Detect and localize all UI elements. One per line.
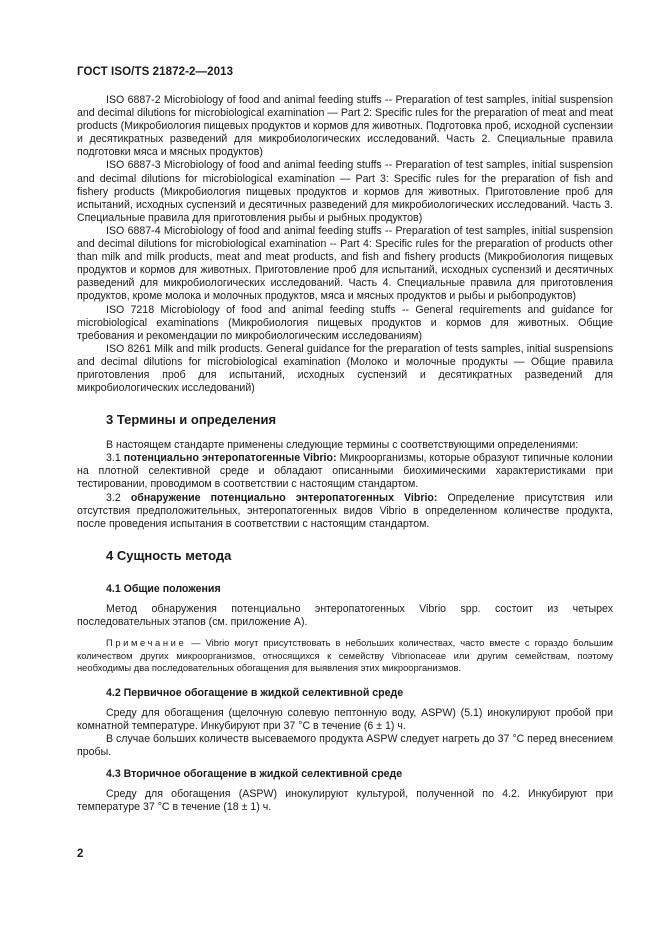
note-text: — Vibrio могут присутствовать в небольших количествах, часто вместе с гораздо большим количеством других микроорганизмов, относящихся к семейству Vibrionaceae или другим семействам, поэтому необходимы два последовательных обогащения для выявления этих микроорганизмов.	[77, 637, 613, 673]
term-3-2	[77, 492, 613, 531]
section-3-heading: 3 Термины и определения	[106, 412, 277, 428]
section-3-intro: В настоящем стандарте применены следующие термины с соответствующими определениями:	[106, 439, 579, 452]
document-header: ГОСТ ISO/TS 21872-2—2013	[77, 66, 234, 78]
term-3-2-number: 3.2	[106, 491, 121, 504]
term-3-1-name: потенциально энтеропатогенные Vibrio:	[123, 452, 337, 465]
reference-iso-6887-3: ISO 6887-3 Microbiology of food and animal feeding stuffs -- Preparation of test samples, initial suspension and decimal dilutions for microbiological examination — Part 3: Specific rules for the preparation of fish and fishery products (Микробиология пищевых продуктов и кормов для животных. Приготовление проб для испытаний, исходных суспензий и десятичных разведений для микробиологических исследований. Часть 3. Специальные правила для приготовления рыбы и рыбных продуктов)	[77, 159, 613, 224]
term-3-1-number: 3.1	[106, 452, 121, 465]
subsection-4-1-heading: 4.1 Общие положения	[106, 582, 221, 595]
note-4-1	[77, 637, 613, 675]
subsection-4-3-text: Среду для обогащения (ASPW) инокулируют культурой, полученной по 4.2. Инкубируют при температуре 37 °С в течение (18 ± 1) ч.	[77, 787, 613, 813]
subsection-4-1-text: Метод обнаружения потенциально энтеропатогенных Vibrio spp. состоит из четырех последовательных этапов (см. приложение А).	[77, 602, 613, 628]
note-label: Примечание	[106, 637, 187, 648]
subsection-4-2-heading: 4.2 Первичное обогащение в жидкой селективной среде	[106, 686, 404, 699]
term-3-2-name: обнаружение потенциально энтеропатогенных Vibrio:	[130, 491, 438, 504]
term-3-1	[77, 452, 613, 491]
subsection-4-2-text-1: Среду для обогащения (щелочную солевую пептонную воду, ASPW) (5.1) инокулируют пробой при комнатной температуре. Инкубируют при 37 °С в течение (6 ± 1) ч.	[77, 706, 613, 732]
term-3-2-definition: Определение присутствия или отсутствия предположительных, энтеропатогенных видов Vibrio в определенном количестве продукта, после проведения испытания в соответствии с настоящим стандартом.	[77, 491, 613, 530]
reference-iso-6887-2: ISO 6887-2 Microbiology of food and animal feeding stuffs -- Preparation of test samples, initial suspension and decimal dilutions for microbiological examination — Part 2: Specific rules for the preparation of meat and meat products (Микробиология пищевых продуктов и кормов для животных. Подготовка проб, исходной суспензии и десятикратных разведений для микробиологических исследований. Часть 2. Специальные правила подготовки мяса и мясных продуктов)	[77, 94, 613, 159]
subsection-4-3-heading: 4.3 Вторичное обогащение в жидкой селективной среде	[106, 767, 403, 780]
page-number: 2	[77, 848, 84, 860]
term-3-1-definition: Микроорганизмы, которые образуют типичные колонии на плотной селективной среде и обладают описанными биохимическими характеристиками при тестировании, проводимом в соответствии с настоящим стандартом.	[77, 452, 613, 491]
reference-iso-8261: ISO 8261 Milk and milk products. General guidance for the preparation of tests samples, initial suspensions and decimal dilutions for microbiological examination (Молоко и молочные продукты — Общие правила приготовления проб для испытаний, исходных суспензий и десятикратных разведений для микробиологических исследований)	[77, 342, 613, 395]
reference-iso-6887-4: ISO 6887-4 Microbiology of food and animal feeding stuffs -- Preparation of test samples, initial suspension and decimal dilutions for microbiological examination -- Part 4: Specific rules for the preparation of products other than milk and milk products, meat and meat products, and fish and fishery products (Микробиология пищевых продуктов и кормов для животных. Приготовление проб для испытаний, исходных суспензий и десятичных разведений для микробиологических исследований. Часть 4. Специальные правила для приготовления продуктов, кроме молока и молочных продуктов, мяса и мясных продуктов и рыбы и рыбопродуктов)	[77, 224, 613, 303]
normative-references	[77, 94, 613, 395]
section-4-heading: 4 Сущность метода	[106, 547, 232, 563]
page-content	[77, 94, 613, 814]
subsection-4-2-text-2: В случае больших количеств высеваемого продукта ASPW следует нагреть до 37 °С перед внесением пробы.	[77, 732, 613, 758]
reference-iso-7218: ISO 7218 Microbiology of food and animal feeding stuffs -- General requirements and guidance for microbiological examinations (Микробиология пищевых продуктов и кормов для животных. Общие требования и рекомендации по микробиологическим исследованиям)	[77, 303, 613, 342]
